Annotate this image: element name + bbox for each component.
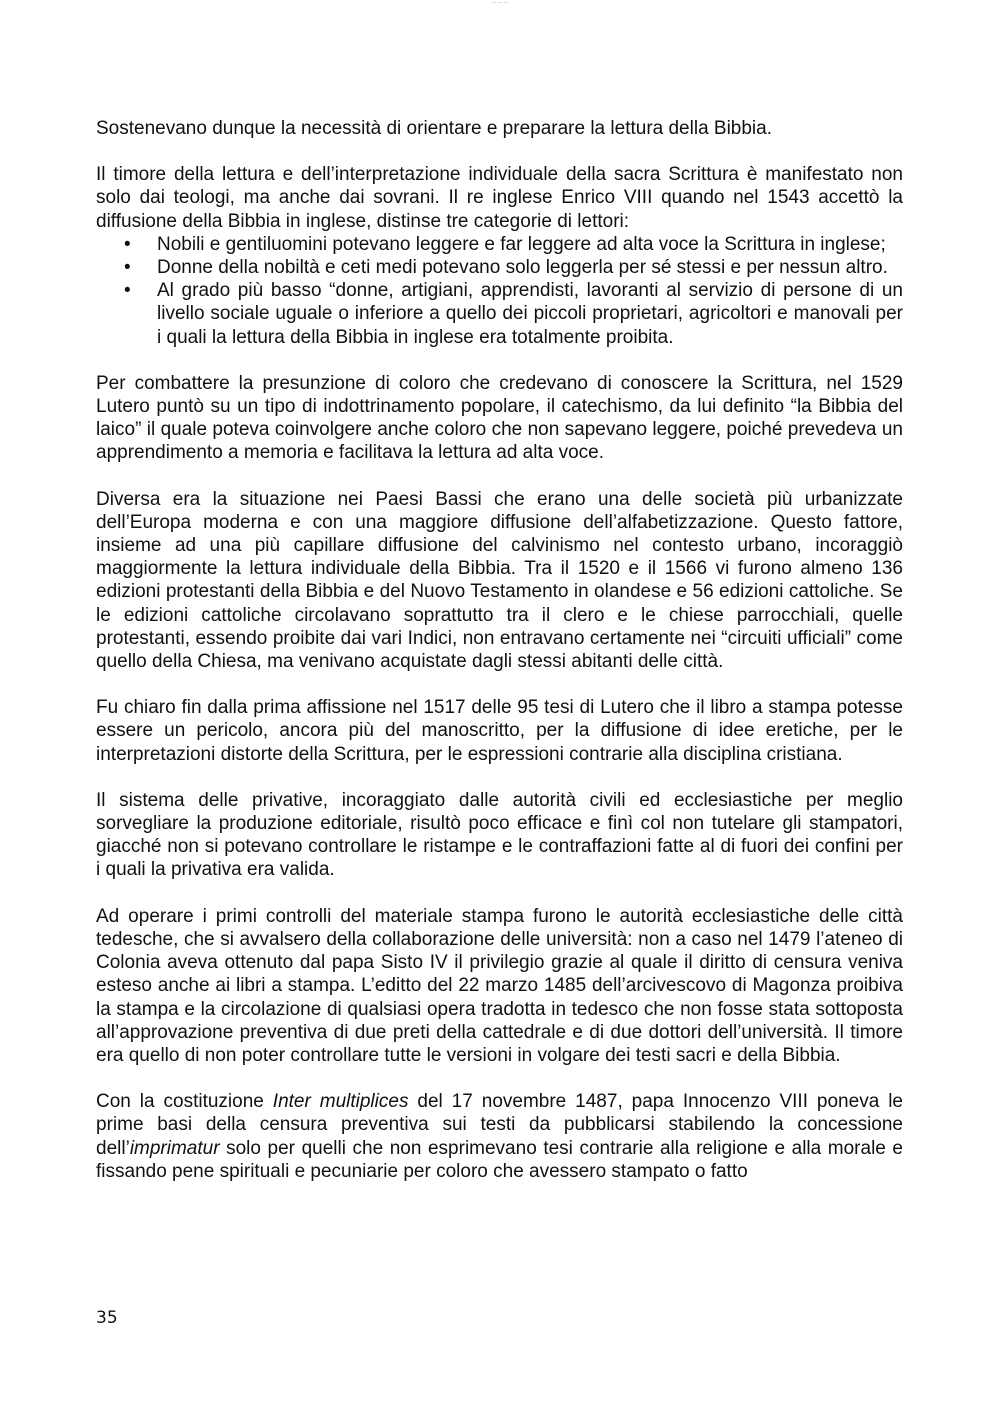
list-item [96,279,903,349]
paragraph-8-text: solo per quelli che non esprimevano tesi contrarie alla religione e alla morale e fissando pene spirituali e pecuniarie per coloro che avessero stampato o fatto [96,1137,903,1182]
header-mark: — — — [491,0,509,6]
bullet-icon: • [124,233,131,255]
italic-term: imprimatur [129,1137,220,1159]
paragraph-3: Per combattere la presunzione di coloro che credevano di conoscere la Scrittura, nel 1529 Lutero puntò su un tipo di indottrinamento popolare, il catechismo, da lui definito “la Bibbia del laico” il quale poteva coinvolgere anche coloro che non sapevano leggere, poiché prevedeva un apprendimento a memoria e facilitava la lettura ad alta voce. [96,372,903,464]
paragraph-8-text: Con la costituzione [96,1091,273,1113]
italic-title: Inter multiplices [272,1091,409,1113]
paragraph-2: Il timore della lettura e dell’interpretazione individuale della sacra Scrittura è manifestato non solo dai teologi, ma anche dai sovrani. Il re inglese Enrico VIII quando nel 1543 accettò la diffusione della Bibbia in inglese, distinse tre categorie di lettori: [96,164,903,232]
readers-list [96,233,903,349]
list-item-text: Al grado più basso “donne, artigiani, apprendisti, lavoranti al servizio di persone di un livello sociale uguale o inferiore a quello dei piccoli proprietari, agricoltori e manovali per i quali la lettura della Bibbia in inglese era totalmente proibita. [157,280,903,348]
paragraph-4: Diversa era la situazione nei Paesi Bassi che erano una delle società più urbanizzate dell’Europa moderna e con una maggiore diffusione dell’alfabetizzazione. Questo fattore, insieme ad una più capillare diffusione del calvinismo nel contesto urbano, incoraggiò maggiormente la lettura individuale della Bibbia. Tra il 1520 e il 1566 vi furono almeno 136 edizioni protestanti della Bibbia e del Nuovo Testamento in olandese e 56 edizioni cattoliche. Se le edizioni cattoliche circolavano soprattutto tra il clero e le chiese parrocchiali, quelle protestanti, essendo proibite dai vari Indici, non entravano certamente nei “circuiti ufficiali” come quello della Chiesa, ma venivano acquistate dagli stessi abitanti delle città. [96,488,903,673]
list-item-text: Nobili e gentiluomini potevano leggere e far leggere ad alta voce la Scrittura in inglese; [157,233,886,255]
bullet-icon: • [124,280,131,302]
paragraph-7: Ad operare i primi controlli del materiale stampa furono le autorità ecclesiastiche delle città tedesche, che si avvalsero della collaborazione delle università: non a caso nel 1479 l’ateneo di Colonia aveva ottenuto dal papa Sisto IV il privilegio grazie al quale il diritto di censura veniva esteso anche ai libri a stampa. L’editto del 22 marzo 1485 dell’arcivescovo di Magonza proibiva la stampa e la circolazione di qualsiasi opera tradotta in tedesco che non fosse stata sottoposta all’approvazione preventiva di due preti della cattedrale e di due dottori dell’università. Il timore era quello di non poter controllare tutte le versioni in volgare dei testi sacri e della Bibbia. [96,905,903,1066]
paragraph-8-text: del 17 novembre 1487, papa Innocenzo VIII poneva le prime basi della censura preventiva sui testi da pubblicarsi stabilendo la concessione dell’ [96,1091,903,1159]
paragraph-1: Sostenevano dunque la necessità di orientare e preparare la lettura della Bibbia. [96,118,773,139]
paragraph-8 [96,1090,903,1183]
paragraph-6: Il sistema delle privative, incoraggiato dalle autorità civili ed ecclesiastiche per meglio sorvegliare la produzione editoriale, risultò poco efficace e finì col non tutelare gli stampatori, giacché non si potevano controllare le ristampe e le contraffazioni fatte al di fuori dei confini per i quali la privativa era valida. [96,789,903,881]
page-number: 35 [96,1308,118,1328]
list-item [96,256,903,279]
list-item-text: Donne della nobiltà e ceti medi potevano solo leggerla per sé stessi e per nessun altro. [157,257,888,279]
page-body [96,117,903,1206]
paragraph-5: Fu chiaro fin dalla prima affissione nel 1517 delle 95 tesi di Lutero che il libro a stampa potesse essere un pericolo, ancora più del manoscritto, per la diffusione di idee eretiche, per le interpretazioni distorte della Scrittura, per le espressioni contrarie alla disciplina cristiana. [96,697,903,765]
list-item [96,233,903,256]
bullet-icon: • [124,257,131,279]
